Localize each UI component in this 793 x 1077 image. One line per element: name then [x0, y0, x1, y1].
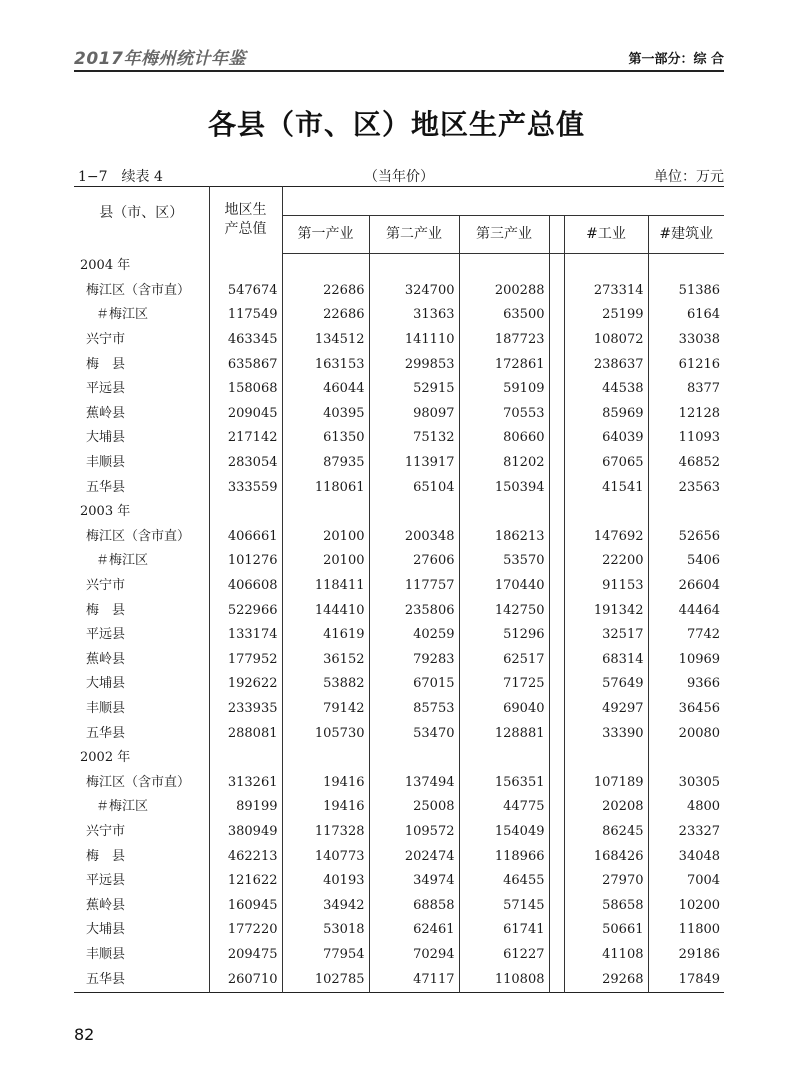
secondary-value: 34974	[369, 869, 459, 894]
secondary-value: 324700	[369, 279, 459, 304]
construction-value: 10200	[648, 893, 724, 918]
empty-cell	[549, 844, 564, 869]
primary-value: 118061	[282, 475, 369, 500]
yearbook-title: 2017年梅州统计年鉴	[74, 49, 246, 69]
page-title: 各县（市、区）地区生产总值	[207, 108, 585, 141]
unit-label: 单位：万元	[654, 169, 724, 185]
gdp-value: 117549	[209, 303, 282, 328]
gdp-value: 260710	[209, 967, 282, 992]
secondary-value: 200348	[369, 525, 459, 550]
industry-value: 41108	[564, 943, 648, 968]
industry-value: 27970	[564, 869, 648, 894]
tertiary-value: 63500	[459, 303, 549, 328]
county-name: 丰顺县	[86, 700, 126, 716]
tertiary-value: 80660	[459, 426, 549, 451]
construction-value: 11800	[648, 918, 724, 943]
tertiary-value: 156351	[459, 770, 549, 795]
tertiary-value: 170440	[459, 574, 549, 599]
county-name: 兴宁市	[86, 578, 126, 594]
secondary-value: 98097	[369, 402, 459, 427]
construction-value: 44464	[648, 598, 724, 623]
secondary-value: 31363	[369, 303, 459, 328]
table-row	[74, 795, 724, 820]
industry-value: 22200	[564, 549, 648, 574]
empty-cell	[209, 500, 282, 525]
tertiary-value: 172861	[459, 352, 549, 377]
table-row	[74, 648, 724, 673]
secondary-value: 65104	[369, 475, 459, 500]
table-row	[74, 893, 724, 918]
tertiary-value: 70553	[459, 402, 549, 427]
secondary-value: 47117	[369, 967, 459, 992]
primary-value: 53882	[282, 672, 369, 697]
industry-value: 91153	[564, 574, 648, 599]
table-row	[74, 475, 724, 500]
tertiary-value: 81202	[459, 451, 549, 476]
county-name: 梅 县	[86, 356, 126, 372]
primary-value: 77954	[282, 943, 369, 968]
table-row	[74, 820, 724, 845]
empty-cell	[549, 328, 564, 353]
primary-value: 20100	[282, 525, 369, 550]
tertiary-value: 142750	[459, 598, 549, 623]
industry-value: 191342	[564, 598, 648, 623]
county-name: 平远县	[86, 627, 126, 643]
secondary-value: 27606	[369, 549, 459, 574]
secondary-value: 235806	[369, 598, 459, 623]
primary-value: 22686	[282, 303, 369, 328]
tertiary-value: 118966	[459, 844, 549, 869]
tertiary-value: 128881	[459, 721, 549, 746]
gdp-value: 406661	[209, 525, 282, 550]
industry-value: 107189	[564, 770, 648, 795]
industry-value: 168426	[564, 844, 648, 869]
empty-cell	[549, 623, 564, 648]
table-code: 1−7 续表 4	[78, 169, 163, 185]
table-row	[74, 770, 724, 795]
industry-value: 29268	[564, 967, 648, 992]
county-name: 蕉岭县	[86, 897, 126, 913]
primary-value: 19416	[282, 795, 369, 820]
empty-cell	[549, 770, 564, 795]
industry-value: 273314	[564, 279, 648, 304]
county-name: 蕉岭县	[86, 405, 126, 421]
tertiary-header: 第三产业	[459, 216, 549, 254]
construction-value: 51386	[648, 279, 724, 304]
gdp-value: 406608	[209, 574, 282, 599]
construction-value: 23563	[648, 475, 724, 500]
gdp-value: 158068	[209, 377, 282, 402]
empty-cell	[282, 500, 369, 525]
county-name: 平远县	[86, 873, 126, 889]
county-name: 五华县	[86, 725, 126, 741]
gdp-value: 209045	[209, 402, 282, 427]
table-row	[74, 352, 724, 377]
tertiary-value: 59109	[459, 377, 549, 402]
county-name: 大埔县	[86, 430, 126, 446]
construction-value: 5406	[648, 549, 724, 574]
primary-value: 20100	[282, 549, 369, 574]
table-row	[74, 377, 724, 402]
construction-value: 30305	[648, 770, 724, 795]
secondary-value: 75132	[369, 426, 459, 451]
secondary-value: 85753	[369, 697, 459, 722]
secondary-value: 117757	[369, 574, 459, 599]
primary-value: 163153	[282, 352, 369, 377]
construction-value: 12128	[648, 402, 724, 427]
year-label: 2003 年	[80, 504, 131, 520]
primary-value: 118411	[282, 574, 369, 599]
primary-value: 61350	[282, 426, 369, 451]
empty-cell	[648, 746, 724, 771]
gdp-value: 209475	[209, 943, 282, 968]
construction-value: 11093	[648, 426, 724, 451]
primary-value: 140773	[282, 844, 369, 869]
primary-header: 第一产业	[282, 216, 369, 254]
secondary-value: 68858	[369, 893, 459, 918]
construction-value: 36456	[648, 697, 724, 722]
industry-value: 50661	[564, 918, 648, 943]
secondary-value: 53470	[369, 721, 459, 746]
construction-value: 34048	[648, 844, 724, 869]
tertiary-value: 61227	[459, 943, 549, 968]
tertiary-value: 200288	[459, 279, 549, 304]
primary-value: 79142	[282, 697, 369, 722]
county-name: 梅江区（含市直）	[86, 528, 191, 544]
secondary-value: 52915	[369, 377, 459, 402]
industry-value: 20208	[564, 795, 648, 820]
empty-cell	[209, 254, 282, 279]
header-gap	[549, 216, 564, 254]
primary-value: 36152	[282, 648, 369, 673]
tertiary-value: 53570	[459, 549, 549, 574]
tertiary-value: 46455	[459, 869, 549, 894]
gdp-header-text: 地区生 产总值	[224, 202, 267, 237]
empty-cell	[282, 254, 369, 279]
empty-cell	[549, 279, 564, 304]
table-row	[74, 697, 724, 722]
gdp-value: 133174	[209, 623, 282, 648]
gdp-value: 522966	[209, 598, 282, 623]
gdp-value: 177952	[209, 648, 282, 673]
section-name: 第一部分：综 合	[628, 52, 724, 67]
industry-value: 64039	[564, 426, 648, 451]
industry-value: 32517	[564, 623, 648, 648]
county-name: 五华县	[86, 971, 126, 987]
header-top-spacer	[282, 187, 724, 216]
tertiary-value: 61741	[459, 918, 549, 943]
gdp-value: 463345	[209, 328, 282, 353]
empty-cell	[549, 795, 564, 820]
industry-value: 67065	[564, 451, 648, 476]
construction-value: 20080	[648, 721, 724, 746]
county-name: ＃梅江区	[96, 553, 149, 569]
empty-cell	[549, 893, 564, 918]
table-row	[74, 943, 724, 968]
table-row	[74, 328, 724, 353]
construction-value: 7004	[648, 869, 724, 894]
empty-cell	[459, 746, 549, 771]
primary-value: 87935	[282, 451, 369, 476]
empty-cell	[549, 967, 564, 992]
empty-cell	[564, 746, 648, 771]
gdp-header	[209, 187, 282, 254]
table-row	[74, 525, 724, 550]
table-row	[74, 869, 724, 894]
county-name: ＃梅江区	[96, 799, 149, 815]
gdp-value: 288081	[209, 721, 282, 746]
primary-value: 40395	[282, 402, 369, 427]
empty-cell	[549, 451, 564, 476]
empty-cell	[549, 746, 564, 771]
empty-cell	[549, 943, 564, 968]
construction-value: 7742	[648, 623, 724, 648]
industry-value: 85969	[564, 402, 648, 427]
construction-value: 52656	[648, 525, 724, 550]
industry-value: 108072	[564, 328, 648, 353]
primary-value: 102785	[282, 967, 369, 992]
primary-value: 144410	[282, 598, 369, 623]
industry-value: 238637	[564, 352, 648, 377]
gdp-value: 380949	[209, 820, 282, 845]
gdp-value: 177220	[209, 918, 282, 943]
secondary-value: 40259	[369, 623, 459, 648]
year-label: 2004 年	[80, 258, 131, 274]
empty-cell	[648, 500, 724, 525]
empty-cell	[549, 672, 564, 697]
county-name: 梅 县	[86, 602, 126, 618]
construction-value: 26604	[648, 574, 724, 599]
gdp-value: 333559	[209, 475, 282, 500]
primary-value: 134512	[282, 328, 369, 353]
table-row	[74, 549, 724, 574]
gdp-value: 313261	[209, 770, 282, 795]
empty-cell	[549, 697, 564, 722]
construction-value: 33038	[648, 328, 724, 353]
table-row	[74, 426, 724, 451]
county-name: 大埔县	[86, 676, 126, 692]
empty-cell	[648, 254, 724, 279]
county-name: 大埔县	[86, 922, 126, 938]
table-row	[74, 721, 724, 746]
gdp-value: 121622	[209, 869, 282, 894]
primary-value: 117328	[282, 820, 369, 845]
primary-value: 19416	[282, 770, 369, 795]
construction-value: 4800	[648, 795, 724, 820]
gdp-value: 192622	[209, 672, 282, 697]
empty-cell	[549, 377, 564, 402]
tertiary-value: 62517	[459, 648, 549, 673]
gdp-value: 462213	[209, 844, 282, 869]
construction-value: 29186	[648, 943, 724, 968]
secondary-value: 202474	[369, 844, 459, 869]
table-body	[74, 254, 724, 993]
empty-cell	[369, 746, 459, 771]
gdp-value: 101276	[209, 549, 282, 574]
primary-value: 46044	[282, 377, 369, 402]
tertiary-value: 57145	[459, 893, 549, 918]
table-row	[74, 303, 724, 328]
county-header: 县（市、区）	[99, 204, 184, 221]
secondary-value: 109572	[369, 820, 459, 845]
gdp-value: 89199	[209, 795, 282, 820]
industry-value: 25199	[564, 303, 648, 328]
empty-cell	[549, 598, 564, 623]
gdp-value: 635867	[209, 352, 282, 377]
year-row	[74, 254, 724, 279]
construction-value: 17849	[648, 967, 724, 992]
gdp-value: 160945	[209, 893, 282, 918]
industry-value: 68314	[564, 648, 648, 673]
industry-value: 57649	[564, 672, 648, 697]
industry-value: 147692	[564, 525, 648, 550]
table-row	[74, 574, 724, 599]
empty-cell	[549, 574, 564, 599]
tertiary-value: 69040	[459, 697, 549, 722]
empty-cell	[369, 500, 459, 525]
industry-value: 86245	[564, 820, 648, 845]
table-row	[74, 918, 724, 943]
table-row	[74, 598, 724, 623]
gdp-value: 283054	[209, 451, 282, 476]
empty-cell	[549, 525, 564, 550]
primary-value: 105730	[282, 721, 369, 746]
primary-value: 40193	[282, 869, 369, 894]
table-row	[74, 844, 724, 869]
empty-cell	[549, 475, 564, 500]
empty-cell	[549, 500, 564, 525]
secondary-header: 第二产业	[369, 216, 459, 254]
empty-cell	[282, 746, 369, 771]
table-row	[74, 451, 724, 476]
secondary-value: 62461	[369, 918, 459, 943]
empty-cell	[549, 820, 564, 845]
construction-header: #建筑业	[648, 216, 724, 254]
construction-value: 61216	[648, 352, 724, 377]
table-row	[74, 623, 724, 648]
industry-value: 44538	[564, 377, 648, 402]
primary-value: 22686	[282, 279, 369, 304]
primary-value: 53018	[282, 918, 369, 943]
construction-value: 10969	[648, 648, 724, 673]
price-basis: （当年价）	[364, 169, 434, 185]
secondary-value: 67015	[369, 672, 459, 697]
industry-value: 58658	[564, 893, 648, 918]
empty-cell	[549, 352, 564, 377]
empty-cell	[549, 869, 564, 894]
construction-value: 46852	[648, 451, 724, 476]
tertiary-value: 71725	[459, 672, 549, 697]
empty-cell	[549, 549, 564, 574]
county-name: 梅江区（含市直）	[86, 774, 191, 790]
construction-value: 8377	[648, 377, 724, 402]
county-name: 丰顺县	[86, 455, 126, 471]
construction-value: 6164	[648, 303, 724, 328]
county-name: 兴宁市	[86, 823, 126, 839]
secondary-value: 113917	[369, 451, 459, 476]
year-row	[74, 746, 724, 771]
empty-cell	[549, 648, 564, 673]
empty-cell	[549, 402, 564, 427]
construction-value: 23327	[648, 820, 724, 845]
secondary-value: 137494	[369, 770, 459, 795]
year-label: 2002 年	[80, 750, 131, 766]
industry-value: 41541	[564, 475, 648, 500]
table-row	[74, 672, 724, 697]
secondary-value: 70294	[369, 943, 459, 968]
county-name: 梅江区（含市直）	[86, 282, 191, 298]
tertiary-value: 186213	[459, 525, 549, 550]
gdp-value: 233935	[209, 697, 282, 722]
gdp-value: 217142	[209, 426, 282, 451]
empty-cell	[549, 918, 564, 943]
construction-value: 9366	[648, 672, 724, 697]
empty-cell	[459, 500, 549, 525]
tertiary-value: 51296	[459, 623, 549, 648]
primary-value: 41619	[282, 623, 369, 648]
gdp-table-container	[74, 186, 724, 994]
empty-cell	[549, 721, 564, 746]
empty-cell	[564, 254, 648, 279]
empty-cell	[549, 254, 564, 279]
county-name: 丰顺县	[86, 946, 126, 962]
header-row-top	[74, 187, 724, 216]
secondary-value: 299853	[369, 352, 459, 377]
county-name: 梅 县	[86, 848, 126, 864]
tertiary-value: 187723	[459, 328, 549, 353]
county-name: 五华县	[86, 479, 126, 495]
industry-header: #工业	[564, 216, 648, 254]
running-header	[74, 42, 724, 72]
page-number: 82	[74, 1025, 95, 1044]
gdp-value: 547674	[209, 279, 282, 304]
primary-value: 34942	[282, 893, 369, 918]
table-row	[74, 279, 724, 304]
empty-cell	[459, 254, 549, 279]
empty-cell	[549, 303, 564, 328]
industry-value: 33390	[564, 721, 648, 746]
secondary-value: 141110	[369, 328, 459, 353]
county-name: 平远县	[86, 381, 126, 397]
gdp-table	[74, 186, 724, 993]
secondary-value: 25008	[369, 795, 459, 820]
tertiary-value: 154049	[459, 820, 549, 845]
county-name: ＃梅江区	[96, 307, 149, 323]
county-name: 蕉岭县	[86, 651, 126, 667]
year-row	[74, 500, 724, 525]
empty-cell	[369, 254, 459, 279]
table-row	[74, 967, 724, 992]
tertiary-value: 110808	[459, 967, 549, 992]
empty-cell	[209, 746, 282, 771]
industry-value: 49297	[564, 697, 648, 722]
tertiary-value: 150394	[459, 475, 549, 500]
table-meta	[74, 166, 724, 186]
table-row	[74, 402, 724, 427]
tertiary-value: 44775	[459, 795, 549, 820]
county-name: 兴宁市	[86, 332, 126, 348]
empty-cell	[564, 500, 648, 525]
empty-cell	[549, 426, 564, 451]
secondary-value: 79283	[369, 648, 459, 673]
